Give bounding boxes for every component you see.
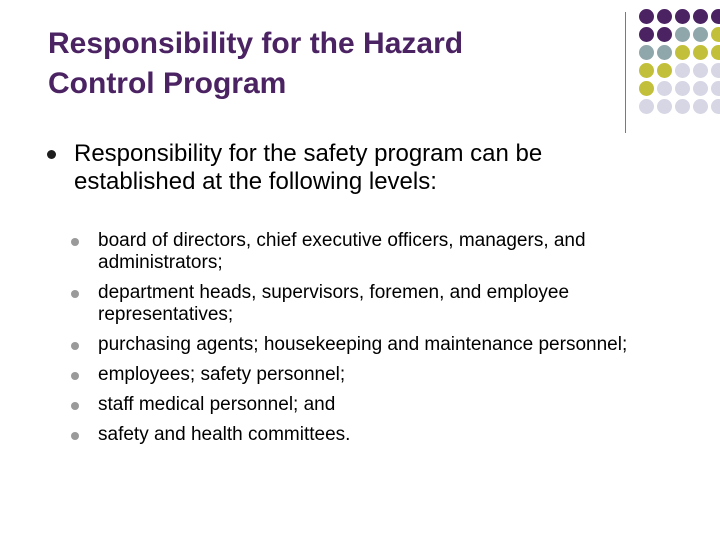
bullet-icon — [71, 372, 79, 380]
bullet-icon — [71, 238, 79, 246]
decorative-dot — [657, 45, 672, 60]
level-item-text: board of directors, chief executive officers, managers, and administrators; — [98, 230, 586, 273]
level-item — [71, 394, 681, 416]
bullet-icon — [71, 290, 79, 298]
slide-title-line-2: Control Program — [48, 67, 287, 100]
decorative-dot — [657, 99, 672, 114]
main-bullet-text: Responsibility for the safety program can be established at the following levels: — [74, 140, 543, 195]
decorative-dot — [711, 45, 720, 60]
decorative-dot — [693, 45, 708, 60]
level-item-text: employees; safety personnel; — [98, 364, 346, 385]
decorative-dot — [711, 81, 720, 96]
level-item-text: staff medical personnel; and — [98, 394, 336, 415]
decorative-dot — [639, 81, 654, 96]
decorative-dot — [639, 27, 654, 42]
decorative-dot — [657, 63, 672, 78]
level-item-text: purchasing agents; housekeeping and maintenance personnel; — [98, 334, 628, 355]
main-bullet-item — [47, 140, 607, 196]
decorative-dot — [711, 99, 720, 114]
decorative-dot — [675, 9, 690, 24]
decorative-dot-grid — [636, 9, 720, 120]
slide-title — [48, 24, 608, 104]
level-item — [71, 230, 681, 274]
decorative-dot — [675, 81, 690, 96]
level-item-text: safety and health committees. — [98, 424, 351, 445]
decorative-dot — [639, 45, 654, 60]
decorative-dot — [675, 63, 690, 78]
slide-title-line-1: Responsibility for the Hazard — [48, 27, 464, 60]
decorative-dot — [657, 81, 672, 96]
decorative-dot — [693, 99, 708, 114]
level-item — [71, 334, 681, 356]
level-item-text: department heads, supervisors, foremen, and employee representatives; — [98, 282, 570, 325]
bullet-icon — [71, 342, 79, 350]
decorative-dot — [711, 27, 720, 42]
decorative-dot — [693, 63, 708, 78]
decorative-dot — [657, 27, 672, 42]
decorative-dot — [639, 9, 654, 24]
decorative-dot — [693, 27, 708, 42]
level-item — [71, 282, 681, 326]
decorative-dot — [693, 81, 708, 96]
decorative-dot — [675, 27, 690, 42]
decorative-dot — [657, 9, 672, 24]
decorative-dot — [711, 63, 720, 78]
decorative-dot — [639, 63, 654, 78]
bullet-icon — [71, 402, 79, 410]
decorative-dot — [711, 9, 720, 24]
decorative-dot — [675, 45, 690, 60]
bullet-icon — [71, 432, 79, 440]
decorative-dot — [675, 99, 690, 114]
main-bullet-list — [47, 140, 607, 196]
bullet-icon — [47, 150, 56, 159]
decorative-dot — [639, 99, 654, 114]
level-item — [71, 364, 681, 386]
level-item — [71, 424, 681, 446]
title-divider — [625, 12, 626, 133]
decorative-dot — [693, 9, 708, 24]
responsibility-levels-list — [71, 230, 681, 454]
